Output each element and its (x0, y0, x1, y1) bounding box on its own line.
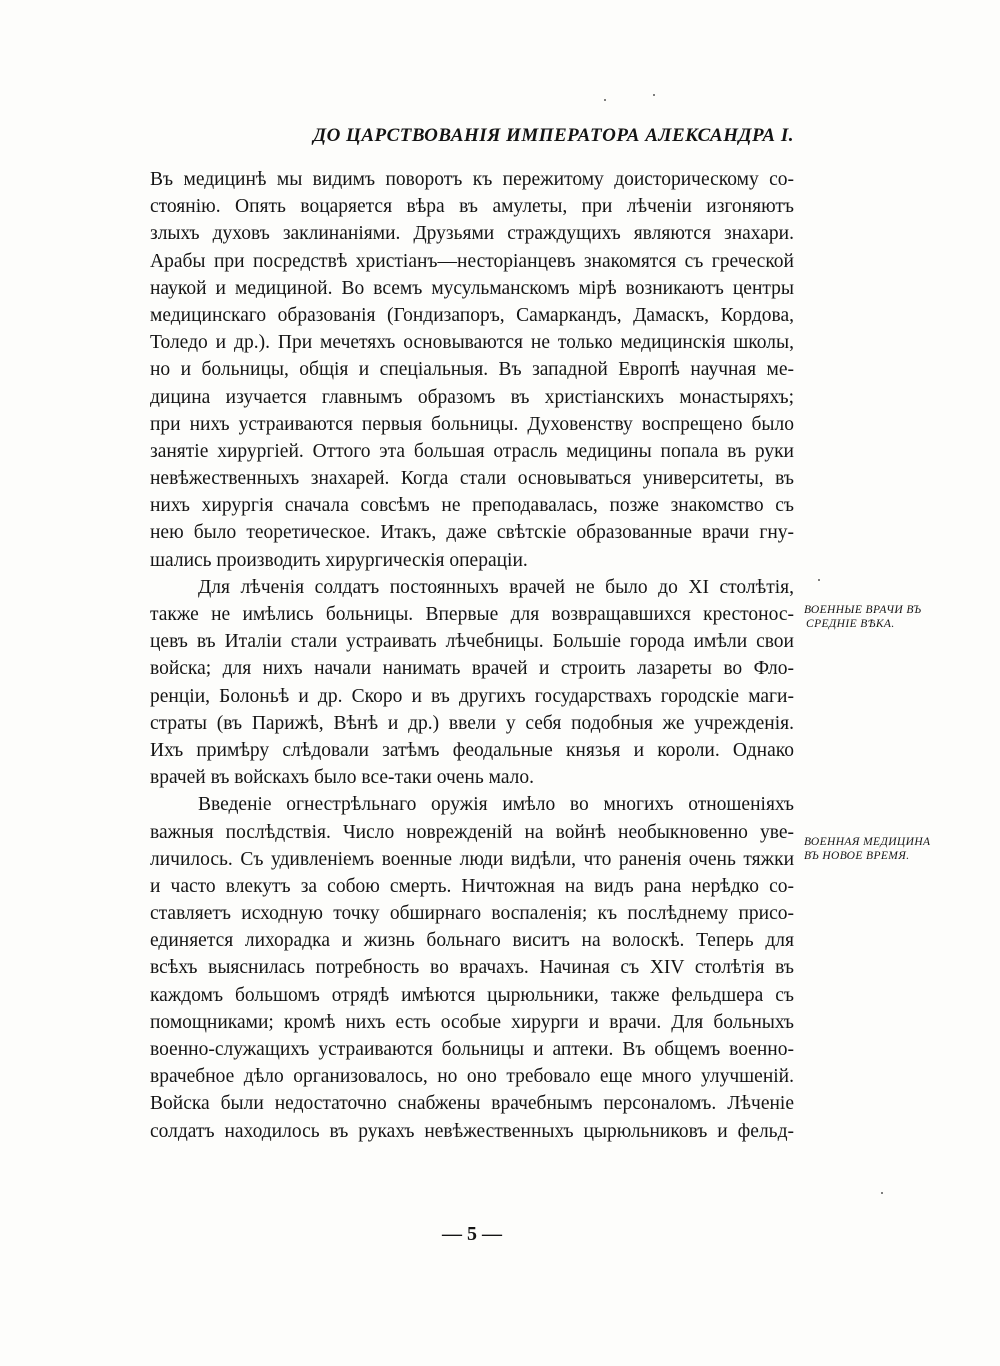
text-line: Толедо и др.). При мечетяхъ основываются не только медицинскія школы, (150, 332, 794, 354)
text-line: важныя послѣдствія. Число новрежденій на войнѣ необыкновенно уве- (150, 821, 794, 843)
text-line: ставляетъ исходную точку обширнаго воспаленія; къ послѣднему присо- (150, 903, 794, 925)
text-line: цевъ въ Италіи стали устраивать лѣчебницы. Большіе города имѣли свои (150, 631, 794, 653)
print-speck (881, 1192, 883, 1194)
text-line: ренціи, Болоньѣ и др. Скоро и въ другихъ государствахъ городскіе маги- (150, 685, 794, 707)
margin-note-line: ВОЕННЫЕ ВРАЧИ ВЪ (804, 604, 922, 616)
text-line: врачебное дѣло организовалось, но оно требовало еще много улучшеній. (150, 1066, 794, 1088)
text-line: Арабы при посредствѣ христіанъ—несторіанцевъ знакомятся съ греческой (150, 250, 794, 272)
text-line: каждомъ большомъ отрядѣ имѣются цырюльники, также фельдшера съ (150, 984, 794, 1006)
text-line: медицинскаго образованія (Гондизапоръ, Самаркандъ, Дамаскъ, Кордова, (150, 304, 794, 326)
text-line: Въ медицинѣ мы видимъ поворотъ къ пережитому доисторическому со- (150, 169, 794, 190)
text-line: наукой и медициной. Во всемъ мусульманскомъ мірѣ возникаютъ центры (150, 277, 794, 299)
text-line: страты (въ Парижѣ, Вѣнѣ и др.) ввели у себя подобныя же учрежденія. (150, 712, 794, 734)
text-line: дицина изучается главнымъ образомъ въ христіанскихъ монастыряхъ; (150, 386, 794, 408)
text-line: Войска были недостаточно снабжены врачебнымъ персоналомъ. Лѣченіе (150, 1093, 794, 1115)
text-line: единяется лихорадка и жизнь больнаго виситъ на волоскѣ. Теперь для (150, 930, 794, 952)
text-line: и часто влекутъ за собою смерть. Ничтожная на видъ рана нерѣдко со- (150, 875, 794, 897)
text-line: Ихъ примѣру слѣдовали затѣмъ феодальные князья и короли. Однако (150, 739, 794, 761)
text-line: всѣхъ выяснилась потребность во врачахъ. Начиная съ XIV столѣтія въ (150, 957, 794, 979)
running-head: ДО ЦАРСТВОВАНІЯ ИМПЕРАТОРА АЛЕКСАНДРА I. (313, 125, 794, 146)
text-line: но и больницы, общія и спеціальныя. Въ западной Европѣ научная ме- (150, 359, 794, 381)
text-line: нею было теоретическое. Итакъ, даже свѣтскіе образованные врачи гну- (150, 522, 794, 544)
margin-note-line: ВЪ НОВОЕ ВРЕМЯ. (804, 850, 910, 862)
text-line: занятіе хирургіей. Оттого эта большая отрасль медицины попала въ руки (150, 440, 794, 462)
text-line: стоянію. Опять воцаряется вѣра въ амулеты, при лѣченіи изгоняютъ (150, 196, 794, 218)
text-line: Для лѣченія солдатъ постоянныхъ врачей не было до XI столѣтія, (198, 576, 794, 598)
margin-note-military-medicine-modern-times (804, 835, 954, 863)
text-line: военно-служащихъ устраиваются больницы и аптеки. Въ общемъ военно- (150, 1039, 794, 1060)
text-line: шались производить хирургическія операціи. (150, 549, 528, 571)
text-line: при нихъ устраиваются первыя больницы. Духовенству воспрещено было (150, 413, 794, 435)
text-line: солдатъ находилось въ рукахъ невѣжественныхъ цырюльниковъ и фельд- (150, 1120, 794, 1142)
text-line: также не имѣлись больницы. Впервые для возвращавшихся крестонос- (150, 604, 794, 625)
margin-note-line: СРЕДНІЕ ВѢКА. (806, 618, 895, 630)
print-speck (604, 99, 606, 101)
text-line: помощниками; кромѣ нихъ есть особые хирурги и врачи. Для больныхъ (150, 1011, 794, 1033)
text-line: личилось. Съ удивленіемъ военные люди видѣли, что раненія очень тяжки (150, 848, 794, 870)
body-text (150, 166, 794, 1145)
margin-note-military-doctors-middle-ages (804, 603, 954, 631)
text-line: врачей въ войскахъ было все-таки очень мало. (150, 767, 535, 789)
margin-note-line: ВОЕННАЯ МЕДИЦИНА (804, 836, 931, 848)
print-speck (653, 94, 655, 96)
text-line: невѣжественныхъ знахарей. Когда стали основываться университеты, въ (150, 468, 794, 490)
text-line: Введеніе огнестрѣльнаго оружія имѣло во многихъ отношеніяхъ (198, 794, 794, 816)
print-speck (818, 579, 820, 581)
text-line: войска; для нихъ начали нанимать врачей и строить лазареты во Фло- (150, 658, 794, 680)
text-line: нихъ хирургія сначала совсѣмъ не преподавалась, позже знакомство съ (150, 495, 794, 517)
page-number: — 5 — (442, 1223, 502, 1245)
text-line: злыхъ духовъ заклинаніями. Друзьями страждущихъ являются знахари. (150, 223, 794, 245)
